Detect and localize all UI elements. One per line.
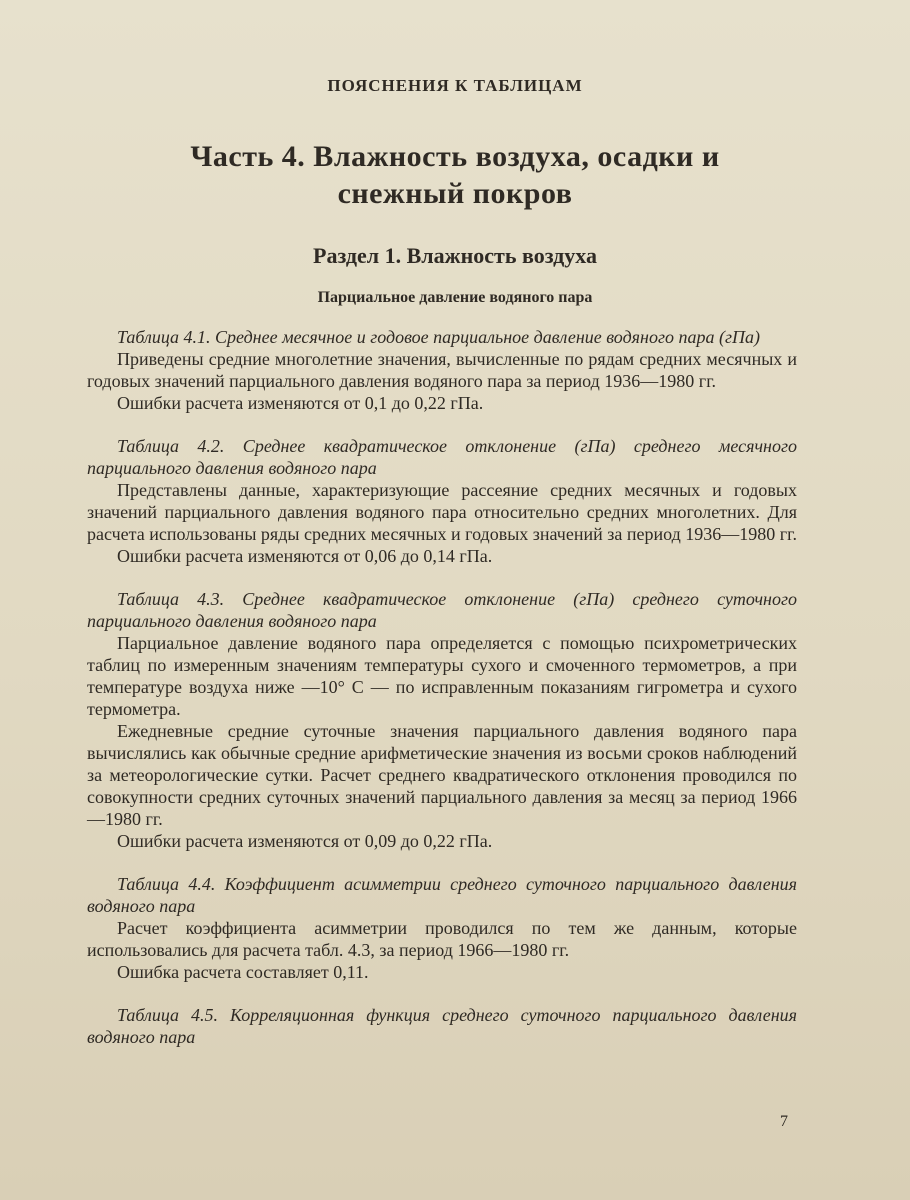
part-title-line-1: Часть 4. Влажность воздуха, осадки и bbox=[190, 140, 720, 173]
table-note-4-5 bbox=[87, 1004, 797, 1048]
table-heading: Таблица 4.1. Среднее месячное и годовое парциальное давление водяного пара (гПа) bbox=[117, 327, 761, 347]
paragraph: Ежедневные средние суточные значения парциального давления водяного пара вычислялись как обычные средние арифметические значения из восьми сроков наблюдений за метеорологические сутки. Расчет среднего квадратического отклонения проводился по совокупности средних суточных значений парциального давления за месяц за период 1966—1980 гг. bbox=[87, 721, 797, 829]
part-title-line-2: снежный покров bbox=[337, 177, 573, 210]
paragraph: Ошибки расчета изменяются от 0,1 до 0,22 гПа. bbox=[117, 393, 484, 413]
paragraph: Ошибка расчета составляет 0,11. bbox=[117, 962, 369, 982]
paragraph: Ошибки расчета изменяются от 0,06 до 0,14 гПа. bbox=[117, 546, 493, 566]
body-text bbox=[87, 326, 797, 1048]
paragraph: Расчет коэффициента асимметрии проводился по тем же данным, которые использовались для расчета табл. 4.3, за период 1966—1980 гг. bbox=[87, 918, 797, 960]
table-note-4-2 bbox=[87, 435, 797, 567]
table-heading: Таблица 4.3. Среднее квадратическое отклонение (гПа) среднего суточного парциального давления водяного пара bbox=[87, 589, 797, 631]
page-number: 7 bbox=[780, 1113, 788, 1130]
table-note-4-3 bbox=[87, 588, 797, 852]
part-title bbox=[0, 138, 910, 212]
table-note-4-4 bbox=[87, 873, 797, 983]
subsection-title: Парциальное давление водяного пара bbox=[317, 289, 593, 306]
running-head: ПОЯСНЕНИЯ К ТАБЛИЦАМ bbox=[327, 76, 583, 95]
table-note-4-1 bbox=[87, 326, 797, 414]
paragraph: Ошибки расчета изменяются от 0,09 до 0,22 гПа. bbox=[117, 831, 493, 851]
paragraph: Приведены средние многолетние значения, вычисленные по рядам средних месячных и годовых значений парциального давления водяного пара за период 1936—1980 гг. bbox=[87, 349, 797, 391]
table-heading: Таблица 4.5. Корреляционная функция среднего суточного парциального давления водяного пара bbox=[87, 1005, 797, 1047]
paragraph: Парциальное давление водяного пара определяется с помощью психрометрических таблиц по измеренным значениям температуры сухого и смоченного термометров, а при температуре воздуха ниже —10° С — по исправленным показаниям гигрометра и сухого термометра. bbox=[87, 633, 797, 719]
section-title: Раздел 1. Влажность воздуха bbox=[313, 243, 597, 268]
table-heading: Таблица 4.2. Среднее квадратическое отклонение (гПа) среднего месячного парциального давления водяного пара bbox=[87, 436, 797, 478]
table-heading: Таблица 4.4. Коэффициент асимметрии среднего суточного парциального давления водяного пара bbox=[87, 874, 797, 916]
paragraph: Представлены данные, характеризующие рассеяние средних месячных и годовых значений парциального давления водяного пара относительно средних многолетних. Для расчета использованы ряды средних месячных и годовых значений за период 1936—1980 гг. bbox=[87, 480, 797, 544]
